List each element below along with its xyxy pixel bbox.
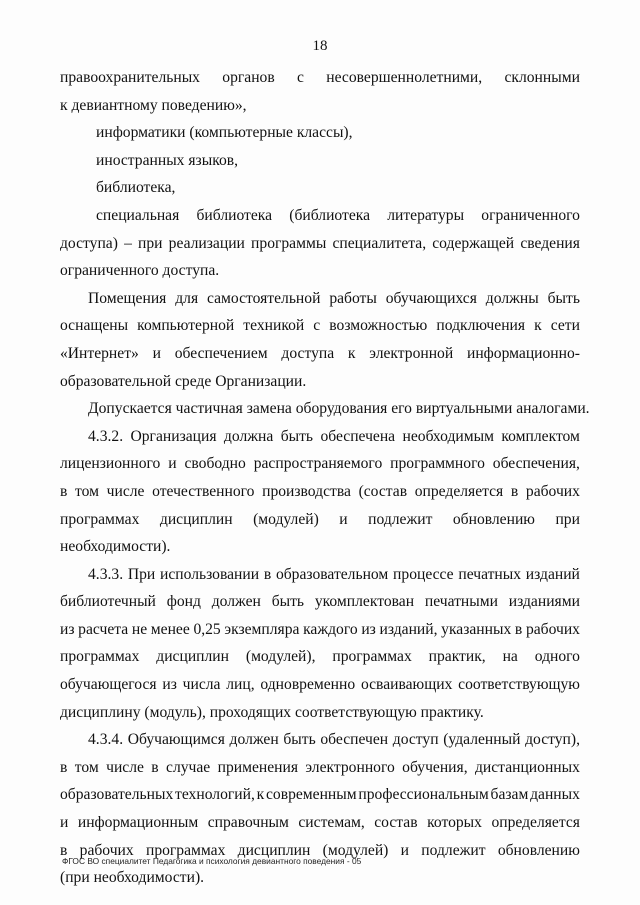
word: доступ [392, 731, 439, 749]
line-21 [60, 616, 580, 644]
word: осваивающих [360, 676, 453, 694]
word: для [175, 289, 199, 307]
word: программах [60, 648, 140, 666]
word: обеспечен [320, 731, 389, 749]
line-23 [60, 671, 580, 699]
line-9 [60, 285, 580, 313]
word: к [256, 786, 265, 804]
word: Помещения [88, 289, 167, 307]
word: изданиями [508, 593, 580, 611]
line-3: информатики (компьютерные классы), [96, 124, 353, 142]
word: дисциплин [237, 841, 311, 859]
word: комплектом [501, 427, 580, 445]
word: одновременно [260, 676, 356, 694]
line-6 [60, 202, 580, 230]
word: процессе [393, 565, 454, 583]
word: на [502, 648, 518, 666]
word: определяется [491, 814, 580, 832]
word: и [152, 344, 161, 362]
word: должен [211, 593, 261, 611]
line-26 [60, 754, 580, 782]
word: профессиональным [358, 786, 489, 804]
word: (модулей), [245, 648, 316, 666]
word: числа [182, 676, 221, 694]
word: быть [271, 593, 305, 611]
document-body [60, 64, 590, 892]
word: образовательных [60, 786, 174, 804]
word: склонными [504, 69, 580, 86]
word: доступа [281, 344, 335, 362]
word: необходимым [402, 427, 494, 445]
word: числе [106, 482, 145, 500]
word: в [514, 620, 523, 638]
word: расчета [78, 620, 129, 638]
word: использовании [160, 565, 260, 583]
line-13: Допускается частичная замена оборудования его виртуальными аналогами. [88, 400, 590, 418]
word: соответствующую [458, 676, 580, 694]
line-11 [60, 340, 580, 368]
word: (состав [358, 482, 408, 500]
word: 4.3.4. [88, 731, 124, 749]
word: обучающихся [385, 289, 477, 307]
word: системам, [298, 814, 365, 832]
word: Обучающимся [127, 731, 225, 749]
word: с [297, 69, 304, 86]
word: быть [547, 289, 580, 307]
word: данных [530, 786, 580, 804]
word: программах [60, 510, 140, 528]
word: состав [374, 814, 418, 832]
line-27 [60, 781, 580, 809]
word: – [124, 234, 132, 252]
word: обеспечена [320, 427, 396, 445]
word: лиц, [226, 676, 255, 694]
line-17 [60, 506, 580, 534]
word: подлежит [368, 510, 433, 528]
document-footer: ФГОС ВО специалитет Педагогика и психология девиантного поведения - 05 [62, 856, 362, 866]
word: «Интернет» [60, 344, 139, 362]
word: содержащей [432, 234, 515, 252]
word: изданий, [379, 620, 438, 638]
word: современным [266, 786, 357, 804]
word: самостоятельной [207, 289, 321, 307]
word: справочным [207, 814, 289, 832]
word: (модулей) [322, 841, 389, 859]
word: не [131, 620, 148, 638]
word: в [263, 565, 272, 583]
word: должна [223, 427, 274, 445]
line-1 [60, 64, 580, 92]
word: отечественного [152, 482, 255, 500]
word: из [361, 620, 376, 638]
word: производства [262, 482, 351, 500]
line-14 [60, 423, 580, 451]
word: (библиотека [289, 206, 370, 224]
word: Организация [130, 427, 217, 445]
word: подключения [436, 317, 526, 335]
word: оснащены [60, 317, 129, 335]
word: обучения, [402, 758, 468, 776]
word: работы [329, 289, 377, 307]
word: рабочих [525, 620, 580, 638]
word: обучающегося [60, 676, 157, 694]
word: указанных [441, 620, 512, 638]
word: подлежит [421, 841, 486, 859]
word: ограниченного [481, 206, 580, 224]
line-10 [60, 312, 580, 340]
word: и [60, 814, 69, 832]
word: 4.3.2. [88, 427, 124, 445]
line-30: (при необходимости). [60, 869, 205, 887]
word: дисциплин [156, 648, 229, 666]
word: несовершеннолетними, [326, 69, 483, 86]
word: программах [145, 841, 226, 859]
word: и [339, 510, 348, 528]
word: случае [166, 758, 211, 776]
word: образовательном [275, 565, 389, 583]
word: (модулей) [253, 510, 319, 528]
word: реализации [168, 234, 245, 252]
word: к [347, 344, 356, 362]
line-24: дисциплину (модуль), проходящих соответствующую практику. [60, 703, 484, 721]
word: специальная [96, 206, 180, 224]
word: дисциплин [159, 510, 233, 528]
word: быть [283, 731, 316, 749]
word: к [534, 317, 542, 335]
word: библиотечный [60, 593, 156, 611]
word: доступ), [525, 731, 580, 749]
word: При [127, 565, 156, 583]
line-19 [60, 561, 580, 589]
word: в [151, 758, 159, 776]
word: и [168, 455, 177, 473]
word: доступа) [60, 234, 118, 252]
line-5: библиотека, [96, 179, 176, 197]
word: из [162, 676, 177, 694]
line-4: иностранных языков, [96, 151, 239, 169]
word: рабочих [525, 482, 580, 500]
word: программы [251, 234, 327, 252]
word: электронной [369, 344, 454, 362]
word: в [60, 482, 68, 500]
word: электронного [305, 758, 395, 776]
word: распространяемого [253, 455, 383, 473]
word: укомплектован [314, 593, 415, 611]
word: специалитета, [332, 234, 427, 252]
word: техникой [243, 317, 305, 335]
word: компьютерной [137, 317, 235, 335]
line-28 [60, 809, 580, 837]
page-number: 18 [312, 38, 328, 54]
line-2: к девиантному поведению», [60, 96, 247, 114]
word: обеспечением [174, 344, 268, 362]
line-8: ограниченного доступа. [60, 262, 220, 280]
word: 4.3.3. [88, 565, 124, 583]
word: одного [534, 648, 580, 666]
word: в [60, 841, 68, 859]
word: 0,25 [193, 620, 221, 638]
word: каждого [303, 620, 358, 638]
word: литературы [387, 206, 465, 224]
word: в [510, 482, 519, 500]
line-7 [60, 230, 580, 258]
word: менее [150, 620, 190, 638]
word: сведения [520, 234, 580, 252]
word: практик, [428, 648, 486, 666]
line-12: образовательной среде Организации. [60, 372, 307, 390]
word: и [400, 841, 409, 859]
word: обновлению [497, 841, 580, 859]
word: рабочих [79, 841, 134, 859]
word: возможностью [329, 317, 428, 335]
word: из [60, 620, 75, 638]
word: изданий [525, 565, 580, 583]
word: в [60, 758, 68, 776]
word: быть [280, 427, 314, 445]
line-22 [60, 643, 580, 671]
word: том [75, 482, 100, 500]
word: органов [222, 69, 275, 86]
word: печатных [458, 565, 522, 583]
word: программного [390, 455, 485, 473]
line-18: необходимости). [60, 538, 171, 556]
line-25 [60, 726, 580, 754]
word: при [138, 234, 163, 252]
word: должны [485, 289, 539, 307]
word: программах [332, 648, 412, 666]
word: библиотека [196, 206, 273, 224]
word: правоохранительных [60, 69, 200, 86]
line-16 [60, 478, 580, 506]
word: фонд [166, 593, 201, 611]
word: с [313, 317, 321, 335]
line-15 [60, 450, 580, 478]
word: лицензионного [60, 455, 161, 473]
word: сети [550, 317, 580, 335]
word: дистанционных [474, 758, 580, 776]
word: числе [106, 758, 144, 776]
word: обеспечения, [492, 455, 580, 473]
word: определяется [414, 482, 504, 500]
word: применения [217, 758, 299, 776]
word: обновлению [452, 510, 535, 528]
word: (удаленный [443, 731, 521, 749]
word: печатными [424, 593, 498, 611]
word: том [74, 758, 99, 776]
word: свободно [184, 455, 246, 473]
word: информационным [77, 814, 199, 832]
word: при [555, 510, 580, 528]
line-20 [60, 588, 580, 616]
word: которых [427, 814, 482, 832]
word: базам [490, 786, 529, 804]
word: должен [229, 731, 279, 749]
word: экземпляра [224, 620, 300, 638]
word: информационно- [466, 344, 580, 362]
word: технологий, [175, 786, 255, 804]
